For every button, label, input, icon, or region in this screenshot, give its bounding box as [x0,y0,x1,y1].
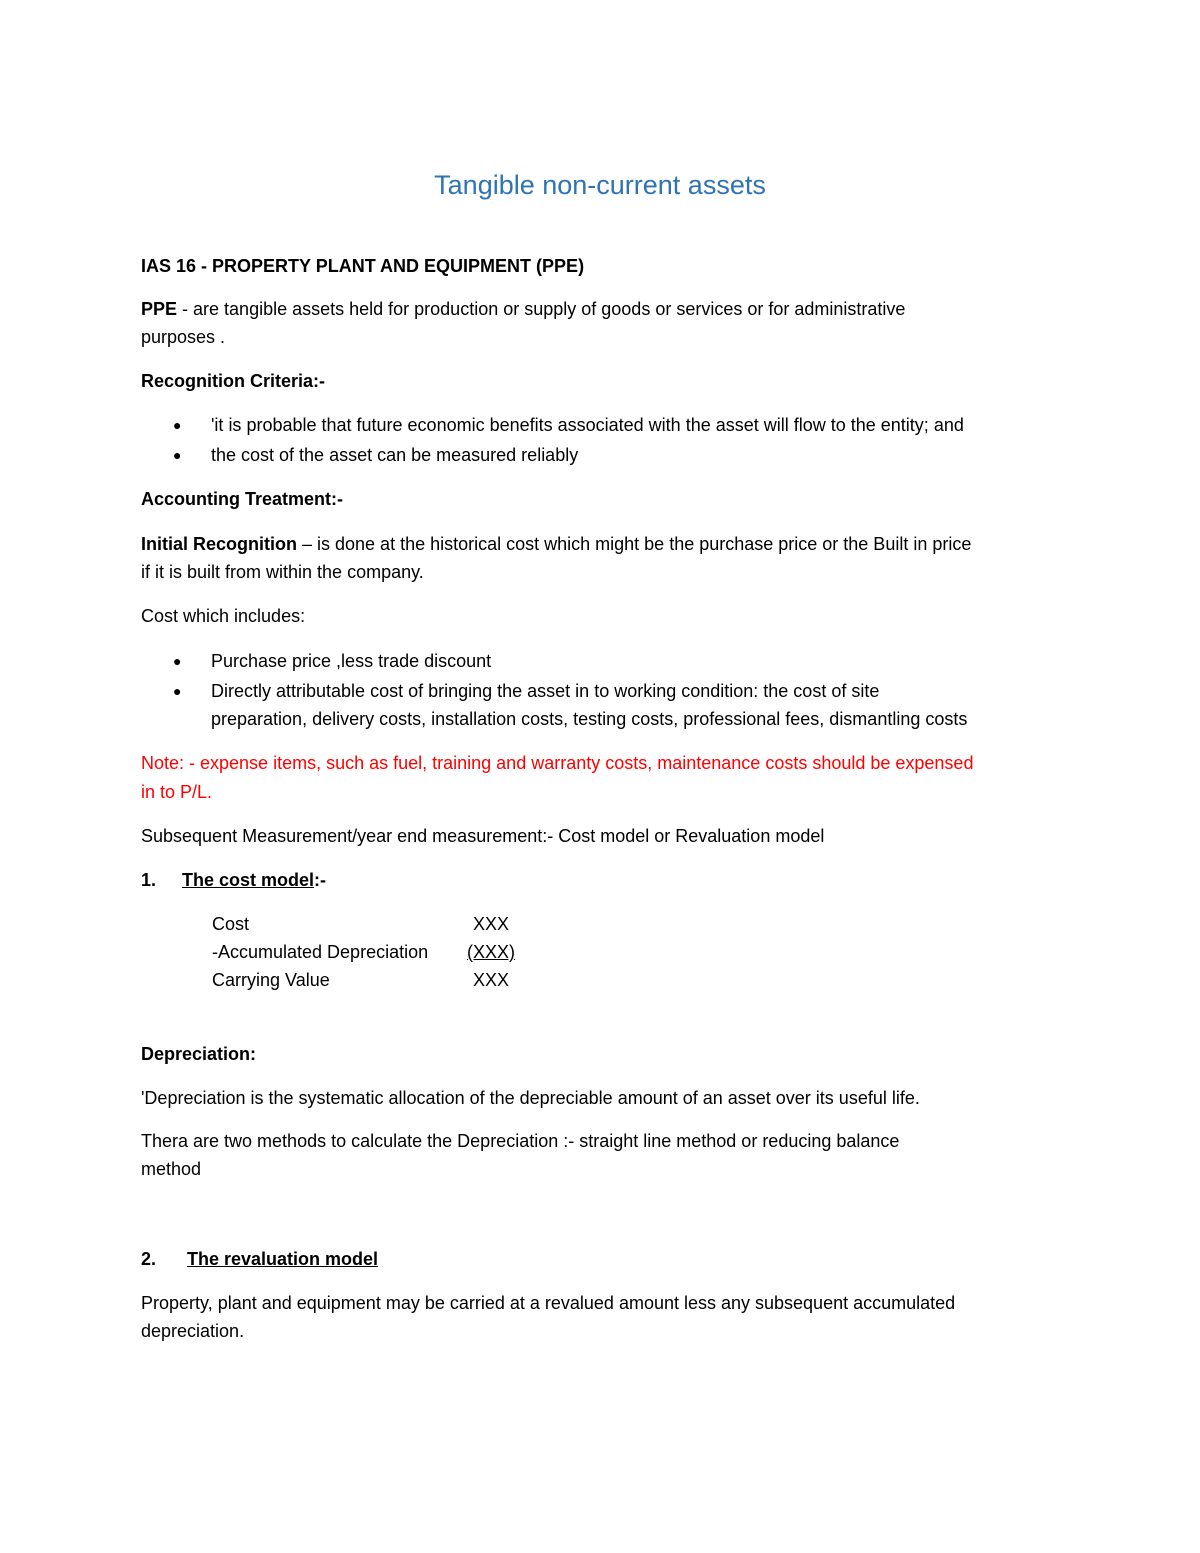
bullet-marker: ● [173,417,182,433]
initial-recognition-line-1 [141,530,971,558]
note-line-2: in to P/L. [141,782,213,802]
accumulated-depreciation-value: (XXX) [466,942,515,962]
note-line-1: Note: - expense items, such as fuel, training and warranty costs, maintenance costs should be expensed [141,753,974,773]
bullet-marker: ● [173,653,182,669]
depreciation-methods-line-2: method [141,1159,202,1179]
depreciation-definition: 'Depreciation is the systematic allocation of the depreciable amount of an asset over its useful life. [141,1088,920,1108]
bullet-marker: ● [173,683,182,699]
cost-bullet-2-line-1: Directly attributable cost of bringing the asset in to working condition: the cost of site [211,681,880,701]
revaluation-text-line-2: depreciation. [141,1321,245,1341]
recognition-heading: Recognition Criteria:- [141,371,326,391]
initial-recognition-text: – is done at the historical cost which might be the purchase price or the Built in price [297,534,972,554]
ias16-heading: IAS 16 - PROPERTY PLANT AND EQUIPMENT (PPE) [141,256,585,276]
ppe-definition-line-1 [141,295,905,323]
revaluation-model-number: 2. [141,1249,157,1269]
accumulated-depreciation-label: -Accumulated Depreciation [212,942,429,962]
depreciation-heading: Depreciation: [141,1044,257,1064]
cost-bullet-1: Purchase price ,less trade discount [211,651,492,671]
cost-includes-heading: Cost which includes: [141,606,306,626]
recognition-bullet-2: the cost of the asset can be measured reliably [211,445,579,465]
ppe-definition-text: - are tangible assets held for production or supply of goods or services or for administrative [177,299,906,319]
revaluation-text-line-1: Property, plant and equipment may be carried at a revalued amount less any subsequent accumulated [141,1293,956,1313]
carrying-value-label: Carrying Value [212,970,330,990]
document-title: Tangible non-current assets [434,170,766,200]
cost-model-title: The cost model [182,870,315,890]
revaluation-model-title: The revaluation model [187,1249,379,1269]
bullet-marker: ● [173,447,182,463]
cost-model-heading [182,866,326,894]
cost-model-suffix: :- [314,870,327,890]
ppe-term: PPE [141,299,178,319]
initial-recognition-line-2: if it is built from within the company. [141,562,424,582]
ppe-definition-line-2: purposes . [141,327,226,347]
depreciation-methods-line-1: Thera are two methods to calculate the Depreciation :- straight line method or reducing balance [141,1131,900,1151]
cost-model-number: 1. [141,870,157,890]
subsequent-measurement: Subsequent Measurement/year end measurement:- Cost model or Revaluation model [141,826,825,846]
cost-row-label: Cost [212,914,250,934]
carrying-value-value: XXX [472,970,510,990]
recognition-bullet-1: 'it is probable that future economic benefits associated with the asset will flow to the entity; and [211,415,964,435]
initial-recognition-term: Initial Recognition [141,534,297,554]
cost-bullet-2-line-2: preparation, delivery costs, installation costs, testing costs, professional fees, dismantling costs [211,709,968,729]
accounting-treatment-heading: Accounting Treatment:- [141,489,344,509]
cost-row-value: XXX [472,914,510,934]
